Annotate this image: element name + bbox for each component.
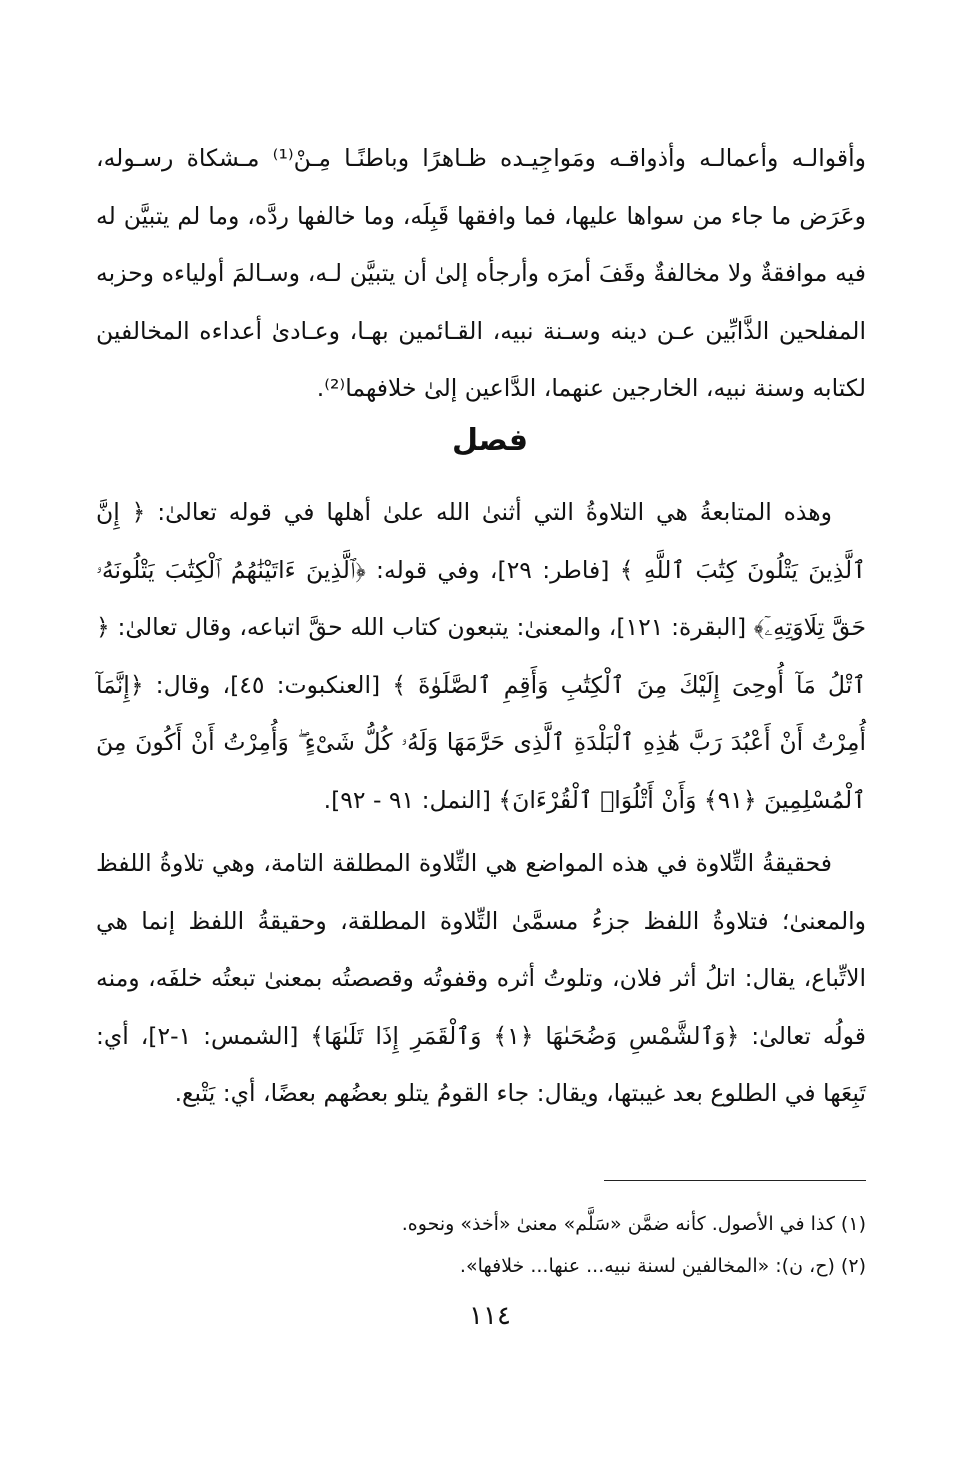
body-text-top <box>96 130 866 418</box>
body-text-middle <box>96 484 866 829</box>
section-heading: فصل <box>452 423 528 458</box>
paragraph-1: وأقوالـه وأعمالـه وأذواقـه ومَواجِيـده ظـاهرًا وباطنًـا مِـنْ⁽¹⁾ مـشكاة رسـوله، وعَرَض ما جاء من سواها عليها، فما وافقها قَبِلَه، وما خالفها ردَّه، وما لم يتبيَّن له فيه موافقةٌ ولا مخالفةٌ وقَفَ أمرَه وأرجأه إلىٰ أن يتبيَّن لـه، وسـالمَ أولياءه وحزبه المفلحين الذَّابِّين عـن دينه وسـنة نبيه، القـائمين بهـا، وعـادىٰ أعداءه المخالفين لكتابه وسنة نبيه، الخارجين عنهما، الدَّاعين إلىٰ خلافهما⁽²⁾. <box>96 144 866 402</box>
footnotes <box>96 1203 866 1287</box>
body-text-bottom <box>96 835 866 1123</box>
footnote-divider <box>604 1180 866 1181</box>
paragraph-2: وهذه المتابعةُ هي التلاوةُ التي أثنىٰ الله علىٰ أهلها في قوله تعالىٰ: ﴿ إِنَّ ٱلَّذِينَ يَتْلُونَ كِتَٰبَ ٱللَّهِ ﴾ [فاطر: ٢٩]، وفي قوله: ﴿ٱلَّذِينَ ءَاتَيْنَٰهُمُ ٱلْكِتَٰبَ يَتْلُونَهُۥ حَقَّ تِلَاوَتِهِۦٓ﴾ [البقرة: ١٢١]، والمعنىٰ: يتبعون كتاب الله حقَّ اتباعه، وقال تعالىٰ: ﴿ ٱتْلُ مَآ أُوحِىَ إِلَيْكَ مِنَ ٱلْكِتَٰبِ وَأَقِمِ ٱلصَّلَوٰةَ ﴾ [العنكبوت: ٤٥]، وقال: ﴿إِنَّمَآ أُمِرْتُ أَنْ أَعْبُدَ رَبَّ هَٰذِهِ ٱلْبَلْدَةِ ٱلَّذِى حَرَّمَهَا وَلَهُۥ كُلُّ شَىْءٍ ۖ وَأُمِرْتُ أَنْ أَكُونَ مِنَ ٱلْمُسْلِمِينَ ﴿٩١﴾ وَأَنْ أَتْلُوَا۟ ٱلْقُرْءَانَ﴾ [النمل: ٩١ - ٩٢]. <box>96 498 867 814</box>
paragraph-3: فحقيقةُ التِّلاوة في هذه المواضع هي التِّلاوة المطلقة التامة، وهي تلاوةُ اللفظ والمعنىٰ؛ فتلاوةُ اللفظ جزءُ مسمَّىٰ التِّلاوة المطلقة، وحقيقةُ اللفظ إنما هي الاتِّباع، يقال: اتلُ أثر فلان، وتلوتُ أثره وقفوتُه وقصصتُه بمعنىٰ تبعتُه خلفَه، ومنه قولُه تعالىٰ: ﴿وَٱلشَّمْسِ وَضُحَىٰهَا ﴿١﴾ وَٱلْقَمَرِ إِذَا تَلَىٰهَا﴾ [الشمس: ١-٢]، أي: تَبِعَها في الطلوع بعد غيبتها، ويقال: جاء القومُ يتلو بعضُهم بعضًا، أي: يَتْبع. <box>96 849 866 1107</box>
page-number: ١١٤ <box>469 1301 511 1331</box>
footnote-1: (١) كذا في الأصول. كأنه ضمَّن «سَلَّم» معنىٰ «أخذ» ونحوه. <box>401 1213 866 1235</box>
footnote-2: (٢) (ح، ن): «المخالفين لسنة نبيه... عنها... خلافها». <box>459 1255 866 1277</box>
